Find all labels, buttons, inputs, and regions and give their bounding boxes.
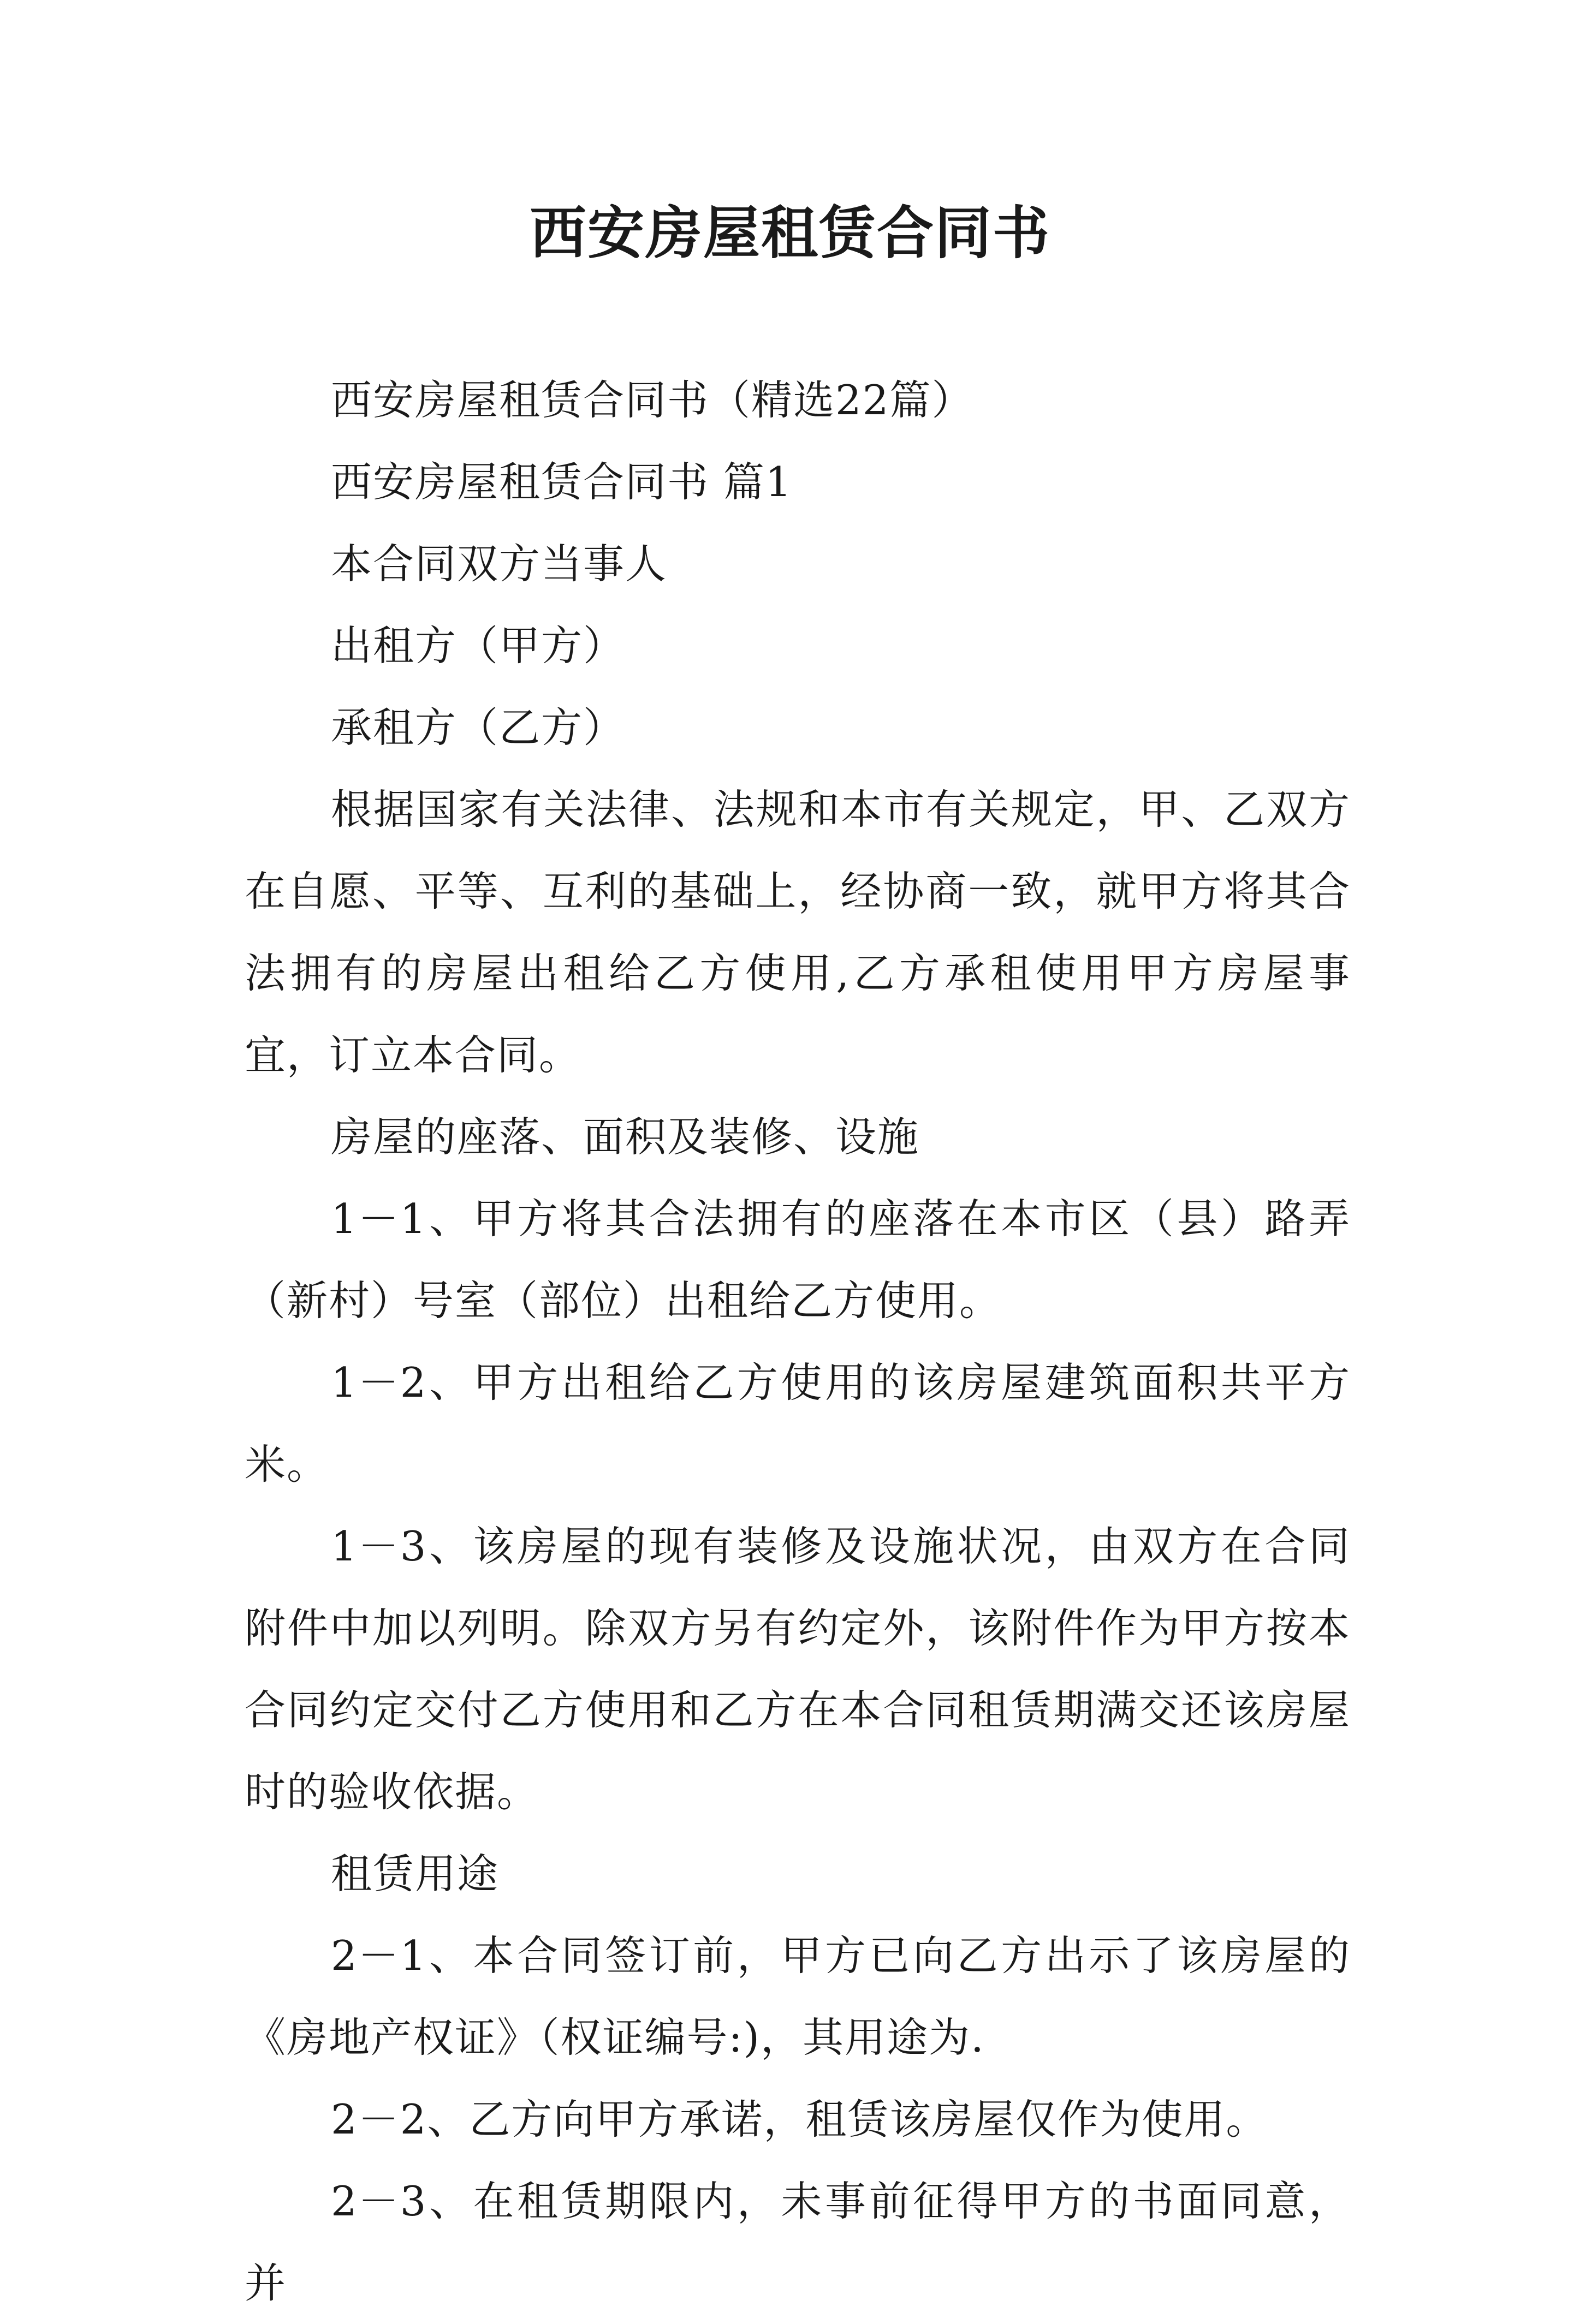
- paragraph-usage-heading: 租赁用途: [331, 1850, 500, 1898]
- paragraph-clause-1-3: 1－3、该房屋的现有装修及设施状况，由双方在合同附件中加以列明。除双方另有约定外，该附件作为甲方按本合同约定交付乙方使用和乙方在本合同租赁期满交还该房屋时的验收依据。: [245, 1522, 1351, 1816]
- paragraph-clause-2-1: 2－1、本合同签订前，甲方已向乙方出示了该房屋的《房地产权证》（权证编号:)，其用途为.: [245, 1932, 1351, 2061]
- document-body: [245, 359, 1351, 2324]
- paragraph-parties-heading: 本合同双方当事人: [331, 540, 668, 588]
- paragraph-clause-2-2: 2－2、乙方向甲方承诺，租赁该房屋仅作为使用。: [331, 2095, 1268, 2143]
- paragraph-clause-1-1: 1－1、甲方将其合法拥有的座落在本市区（县）路弄（新村）号室（部位）出租给乙方使用。: [245, 1195, 1351, 1325]
- document-title: 西安房屋租赁合同书: [529, 199, 1050, 266]
- paragraph-section-heading: 西安房屋租赁合同书 篇1: [331, 458, 793, 506]
- paragraph-lessee: 承租方（乙方）: [331, 704, 626, 752]
- paragraph-subtitle: 西安房屋租赁合同书（精选22篇）: [331, 376, 974, 424]
- paragraph-lessor: 出租方（甲方）: [331, 622, 626, 670]
- paragraph-preamble: 根据国家有关法律、法规和本市有关规定，甲、乙双方在自愿、平等、互利的基础上，经协商一致，就甲方将其合法拥有的房屋出租给乙方使用,乙方承租使用甲方房屋事宜，订立本合同。: [245, 785, 1351, 1079]
- paragraph-clause-1-2: 1－2、甲方出租给乙方使用的该房屋建筑面积共平方米。: [245, 1358, 1351, 1488]
- paragraph-location-heading: 房屋的座落、面积及装修、设施: [331, 1113, 920, 1161]
- paragraph-clause-2-3: 2－3、在租赁期限内，未事前征得甲方的书面同意，并: [245, 2177, 1351, 2307]
